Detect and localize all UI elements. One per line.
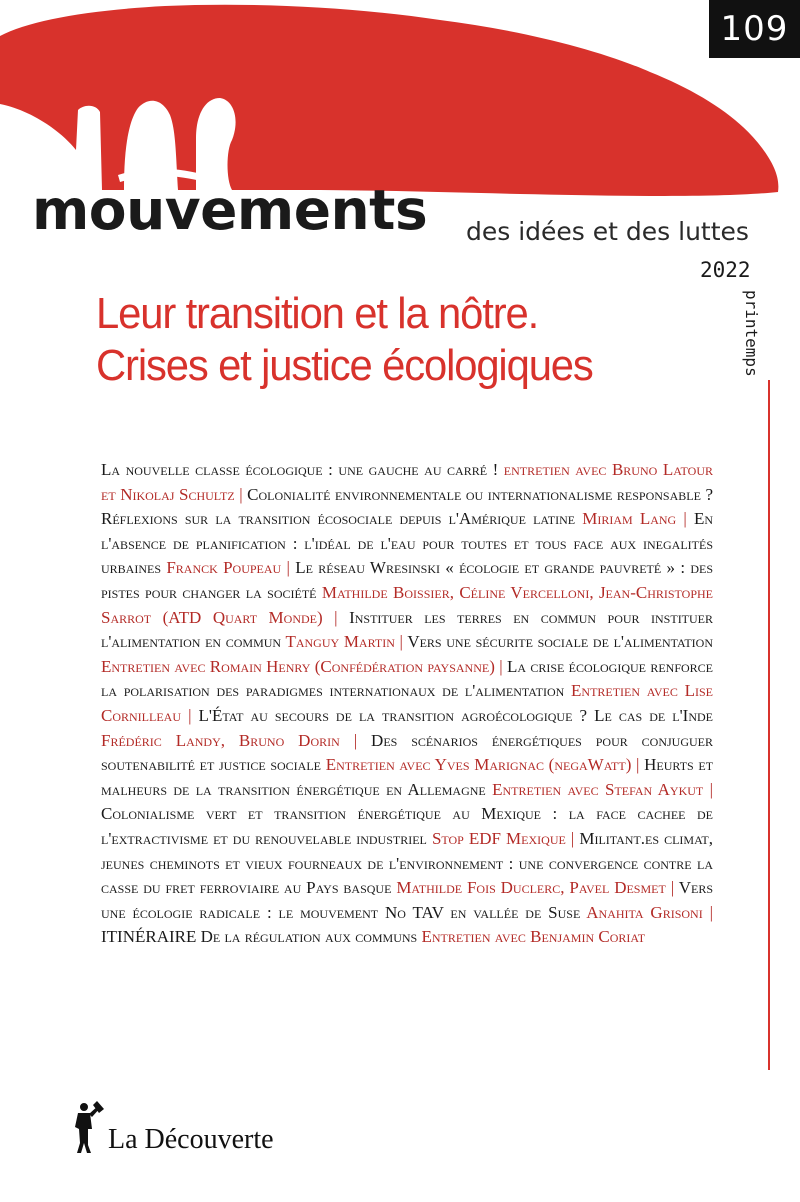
red-m-leaf-logo — [0, 5, 778, 196]
separator: | — [709, 902, 714, 922]
title-line-1: Leur transition et la nôtre. — [96, 289, 539, 338]
vertical-divider — [768, 380, 770, 1070]
article-author: Entretien avec Lise Cornilleau — [101, 681, 713, 725]
article-author: Miriam Lang — [582, 509, 677, 529]
article-title: La crise écologique renforce la polarisation des paradigmes internationaux de l'alimentation — [101, 656, 713, 701]
separator: | — [188, 705, 192, 725]
separator: | — [499, 656, 503, 676]
journal-tagline: des idées et des luttes — [466, 217, 749, 246]
separator: | — [239, 484, 243, 504]
separator: | — [399, 632, 403, 652]
article-title: De la régulation aux communs — [200, 927, 418, 947]
article-title: Vers une sécurite sociale de l'alimentation — [407, 632, 713, 652]
table-of-contents — [101, 458, 713, 950]
separator: | — [670, 878, 675, 898]
issue-number: 109 — [709, 0, 800, 58]
article-title: Militant.es climat, jeunes cheminots et vieux fourneaux de l'environnement : une convergence contre la casse du fret ferroviaire au Pays basque — [101, 828, 714, 898]
separator: | — [683, 509, 687, 529]
article-title: La nouvelle classe écologique : une gauche au carré ! — [101, 460, 499, 479]
article-author: Franck Poupeau — [166, 558, 282, 578]
title-line-2: Crises et justice écologiques — [96, 341, 593, 390]
separator: | — [353, 730, 358, 750]
article-author: Mathilde Boissier, Céline Vercelloni, Jean-Christophe Sarrot (ATD Quart Monde) — [101, 582, 714, 627]
article-title: Colonialité environnementale ou internationalisme responsable ? Réflexions sur la transition écosociale depuis l'Amérique latine — [101, 484, 713, 529]
article-author: Tanguy Martin — [285, 632, 395, 652]
separator: | — [636, 755, 640, 775]
article-title: Instituer les terres en commun pour instituer l'alimentation en commun — [101, 607, 714, 652]
issue-season: printemps — [742, 290, 761, 377]
article-title: Des scénarios énergétiques pour conjuguer soutenabilité et justice sociale — [101, 730, 714, 775]
separator: | — [709, 779, 714, 799]
journal-name: mouvements — [32, 178, 428, 242]
article-author: Mathilde Fois Duclerc, Pavel Desmet — [396, 878, 666, 898]
article-author: Entretien avec Yves Marignac (negaWatt) — [325, 755, 632, 775]
article-title: Vers une écologie radicale : le mouvement No TAV en vallée de Suse — [101, 878, 714, 922]
article-title: Le réseau Wresinski « écologie et grande pauvreté » : des pistes pour changer la société — [101, 558, 714, 602]
article-title: En l'absence de planification : l'idéal de l'eau pour toutes et tous face aux inegalités urbaines — [101, 509, 713, 578]
separator: | — [570, 828, 575, 848]
article-title: Colonialisme vert et transition énergétique au Mexique : la face cachee de l'extractivisme et du renouvelable industriel — [101, 804, 713, 848]
article-author: Anahita Grisoni — [586, 902, 703, 922]
separator: | — [286, 558, 290, 578]
article-author: Stop EDF Mexique — [431, 828, 566, 848]
article-title: L'État au secours de la transition agroécologique ? Le cas de l'Inde — [198, 705, 714, 725]
article-author: Entretien avec Stefan Aykut — [492, 779, 704, 799]
section-rubric: ITINÉRAIRE — [101, 927, 197, 947]
article-author: Frédéric Landy, Bruno Dorin — [101, 730, 340, 750]
separator: | — [334, 607, 338, 627]
publisher-name: La Découverte — [108, 1124, 274, 1155]
article-author: Entretien avec Benjamin Coriat — [421, 927, 646, 947]
issue-title — [96, 288, 704, 392]
article-title: Heurts et malheurs de la transition énergétique en Allemagne — [101, 755, 714, 799]
publisher-block — [66, 1098, 274, 1156]
article-author: entretien avec Bruno Latour et Nikolaj Schultz — [101, 460, 713, 504]
article-author: Entretien avec Romain Henry (Confédération paysanne) — [101, 656, 495, 676]
man-with-flag-icon — [66, 1099, 106, 1155]
issue-year: 2022 — [700, 258, 751, 282]
